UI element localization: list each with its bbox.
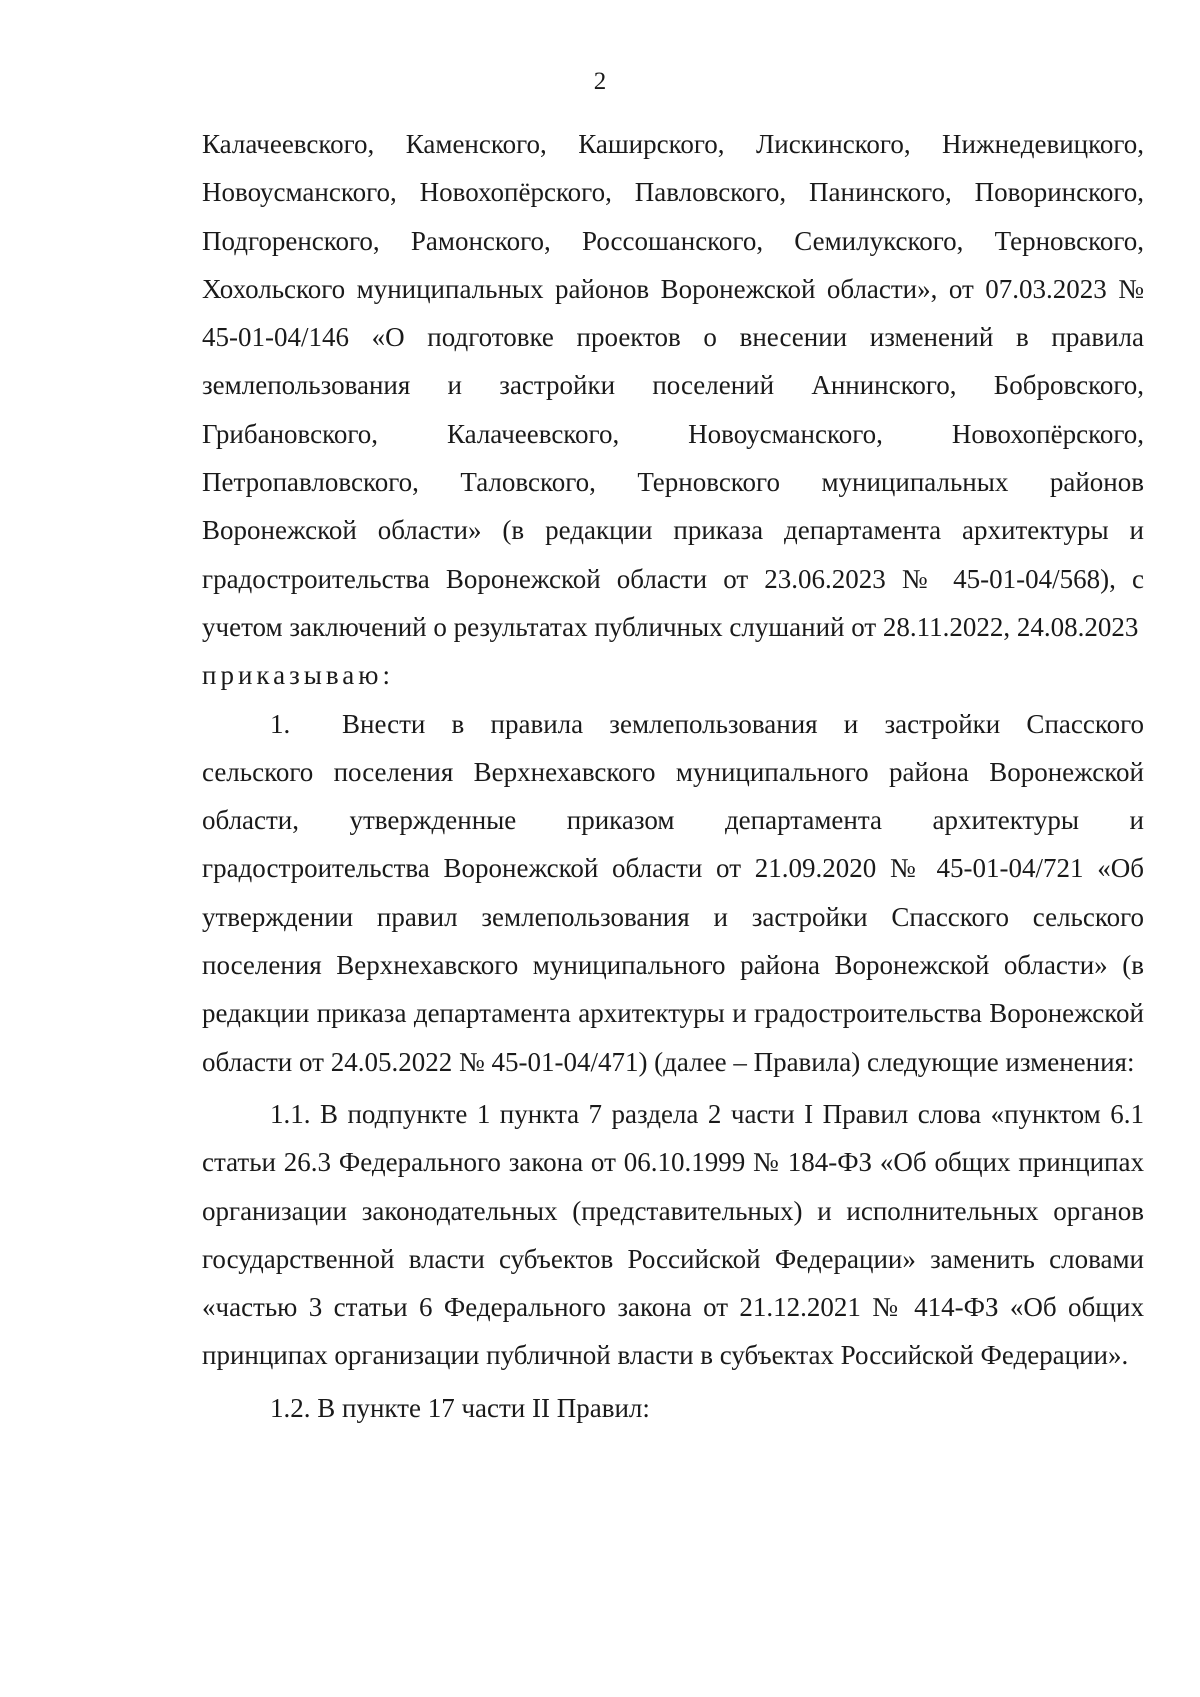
paragraph-preamble-continuation: Калачеевского, Каменского, Каширского, Лискинского, Нижнедевицкого, Новоусманского, Новохопёрского, Павловского, Панинского, Поворинского, Подгоренского, Рамонского, Россошанского, Семилукского, Терновского, Хохольского муниципальных районов Воронежской области», от 07.03.2023 № 45-01-04/146 «О подготовке проектов о внесении изменений в правила землепользования и застройки поселений Аннинского, Бобровского, Грибановского, Калачеевского, Новоусманского, Новохопёрского, Петропавловского, Таловского, Терновского муниципальных районов Воронежской области» (в редакции приказа департамента архитектуры и градостроительства Воронежской области от 23.06.2023 № 45-01-04/568), с учетом заключений о результатах публичных слушаний от 28.11.2022, 24.08.2023 — [202, 129, 1144, 642]
paragraph-order-word: приказываю: — [202, 660, 394, 691]
page-number: 2 — [593, 68, 607, 95]
item-1-text: Внести в правила землепользования и застройки Спасского сельского поселения Верхнехавского муниципального района Воронежской области, утвержденные приказом департамента архитектуры и градостроительства Воронежской области от 21.09.2020 № 45-01-04/721 «Об утверждении правил землепользования и застройки Спасского сельского поселения Верхнехавского муниципального района Воронежской области» (в редакции приказа департамента архитектуры и градостроительства Воронежской области от 24.05.2022 № 45-01-04/471) (далее – Правила) следующие изменения: — [202, 708, 1144, 1077]
document-body — [202, 120, 1144, 1432]
paragraph-item-1-1: 1.1. В подпункте 1 пункта 7 раздела 2 части I Правил слова «пунктом 6.1 статьи 26.3 Федерального закона от 06.10.1999 № 184-ФЗ «Об общих принципах организации законодательных (представительных) и исполнительных органов государственной власти субъектов Российской Федерации» заменить словами «частью 3 статьи 6 Федерального закона от 21.12.2021 № 414-ФЗ «Об общих принципах организации публичной власти в субъектах Российской Федерации». — [202, 1098, 1144, 1371]
paragraph-item-1-2: 1.2. В пункте 17 части II Правил: — [270, 1392, 650, 1423]
paragraph-item-1 — [202, 700, 1144, 1086]
item-1-number: 1. — [270, 708, 291, 739]
